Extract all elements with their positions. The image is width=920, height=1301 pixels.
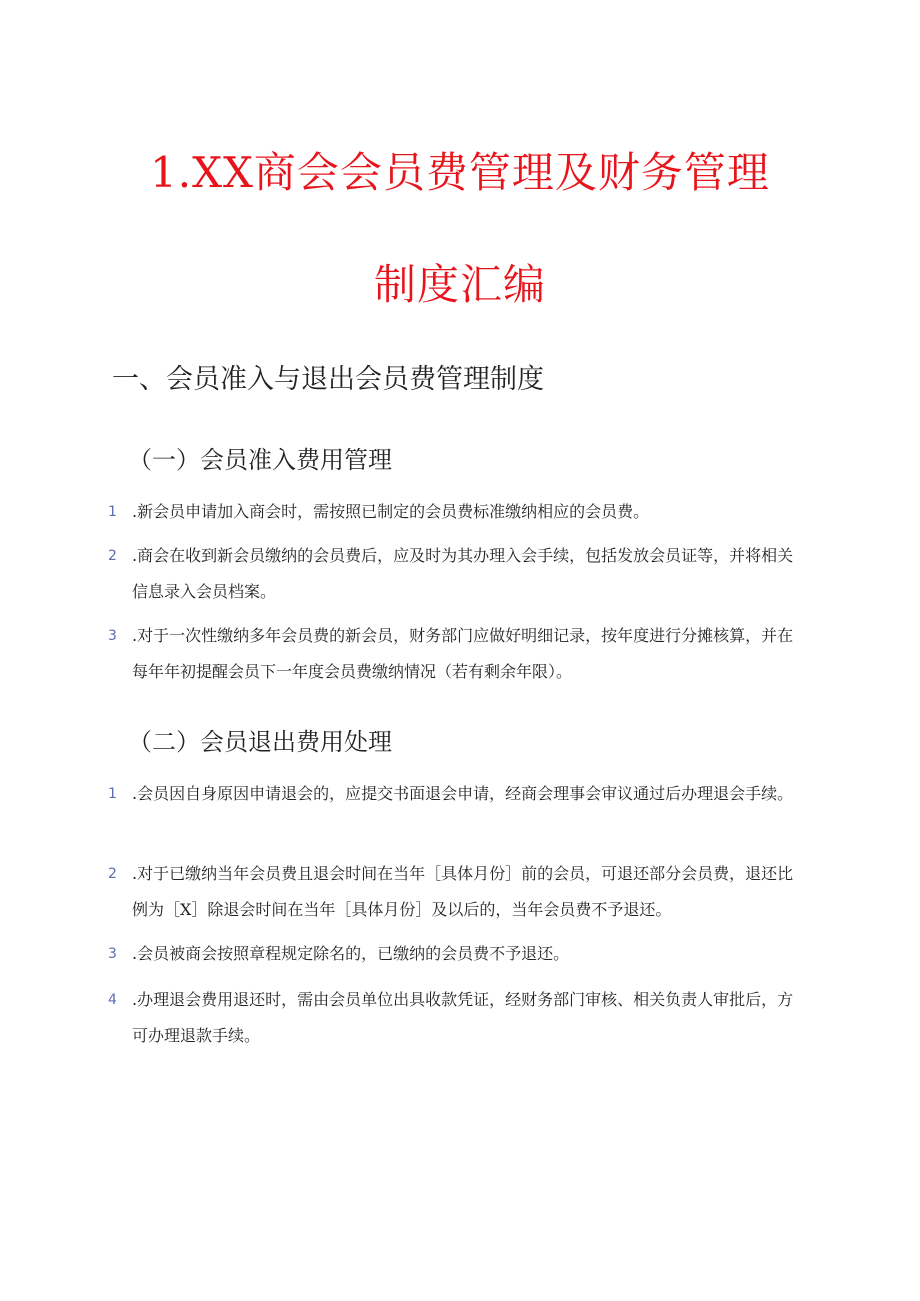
list-item [108, 494, 808, 530]
list-item-text: .新会员申请加入商会时，需按照已制定的会员费标准缴纳相应的会员费。 [132, 502, 650, 521]
list-item [108, 618, 808, 690]
list-item [108, 982, 808, 1054]
subsection-heading-withdrawal: （二）会员退出费用处理 [128, 728, 392, 756]
list-item-number: 1 [108, 504, 117, 520]
list-item-number: 3 [108, 946, 117, 962]
list-item-text: .对于已缴纳当年会员费且退会时间在当年［具体月份］前的会员，可退还部分会员费，退还比例为［X］除退会时间在当年［具体月份］及以后的，当年会员费不予退还。 [132, 864, 794, 919]
list-item-text: .对于一次性缴纳多年会员费的新会员，财务部门应做好明细记录，按年度进行分摊核算，并在每年年初提醒会员下一年度会员费缴纳情况（若有剩余年限）。 [132, 626, 794, 681]
list-item-number: 4 [108, 992, 117, 1008]
section-heading: 一、会员准入与退出会员费管理制度 [112, 364, 544, 395]
list-item [108, 776, 808, 812]
list-item-text: .商会在收到新会员缴纳的会员费后，应及时为其办理入会手续，包括发放会员证等，并将相关信息录入会员档案。 [132, 546, 794, 601]
list-item [108, 538, 808, 610]
subsection-heading-admission: （一）会员准入费用管理 [128, 446, 392, 474]
document-title-line-1: 1.XX商会会员费管理及财务管理 [150, 148, 770, 197]
list-item-text: .会员因自身原因申请退会的，应提交书面退会申请，经商会理事会审议通过后办理退会手续。 [132, 784, 794, 803]
list-item-number: 2 [108, 866, 117, 882]
list-item-number: 1 [108, 786, 117, 802]
list-item-number: 2 [108, 548, 117, 564]
list-item [108, 856, 808, 928]
list-item [108, 936, 808, 972]
document-title-line-2: 制度汇编 [373, 260, 546, 309]
list-item-text: .会员被商会按照章程规定除名的，已缴纳的会员费不予退还。 [132, 944, 570, 963]
list-item-number: 3 [108, 628, 117, 644]
list-item-text: .办理退会费用退还时，需由会员单位出具收款凭证，经财务部门审核、相关负责人审批后，方可办理退款手续。 [132, 990, 794, 1045]
